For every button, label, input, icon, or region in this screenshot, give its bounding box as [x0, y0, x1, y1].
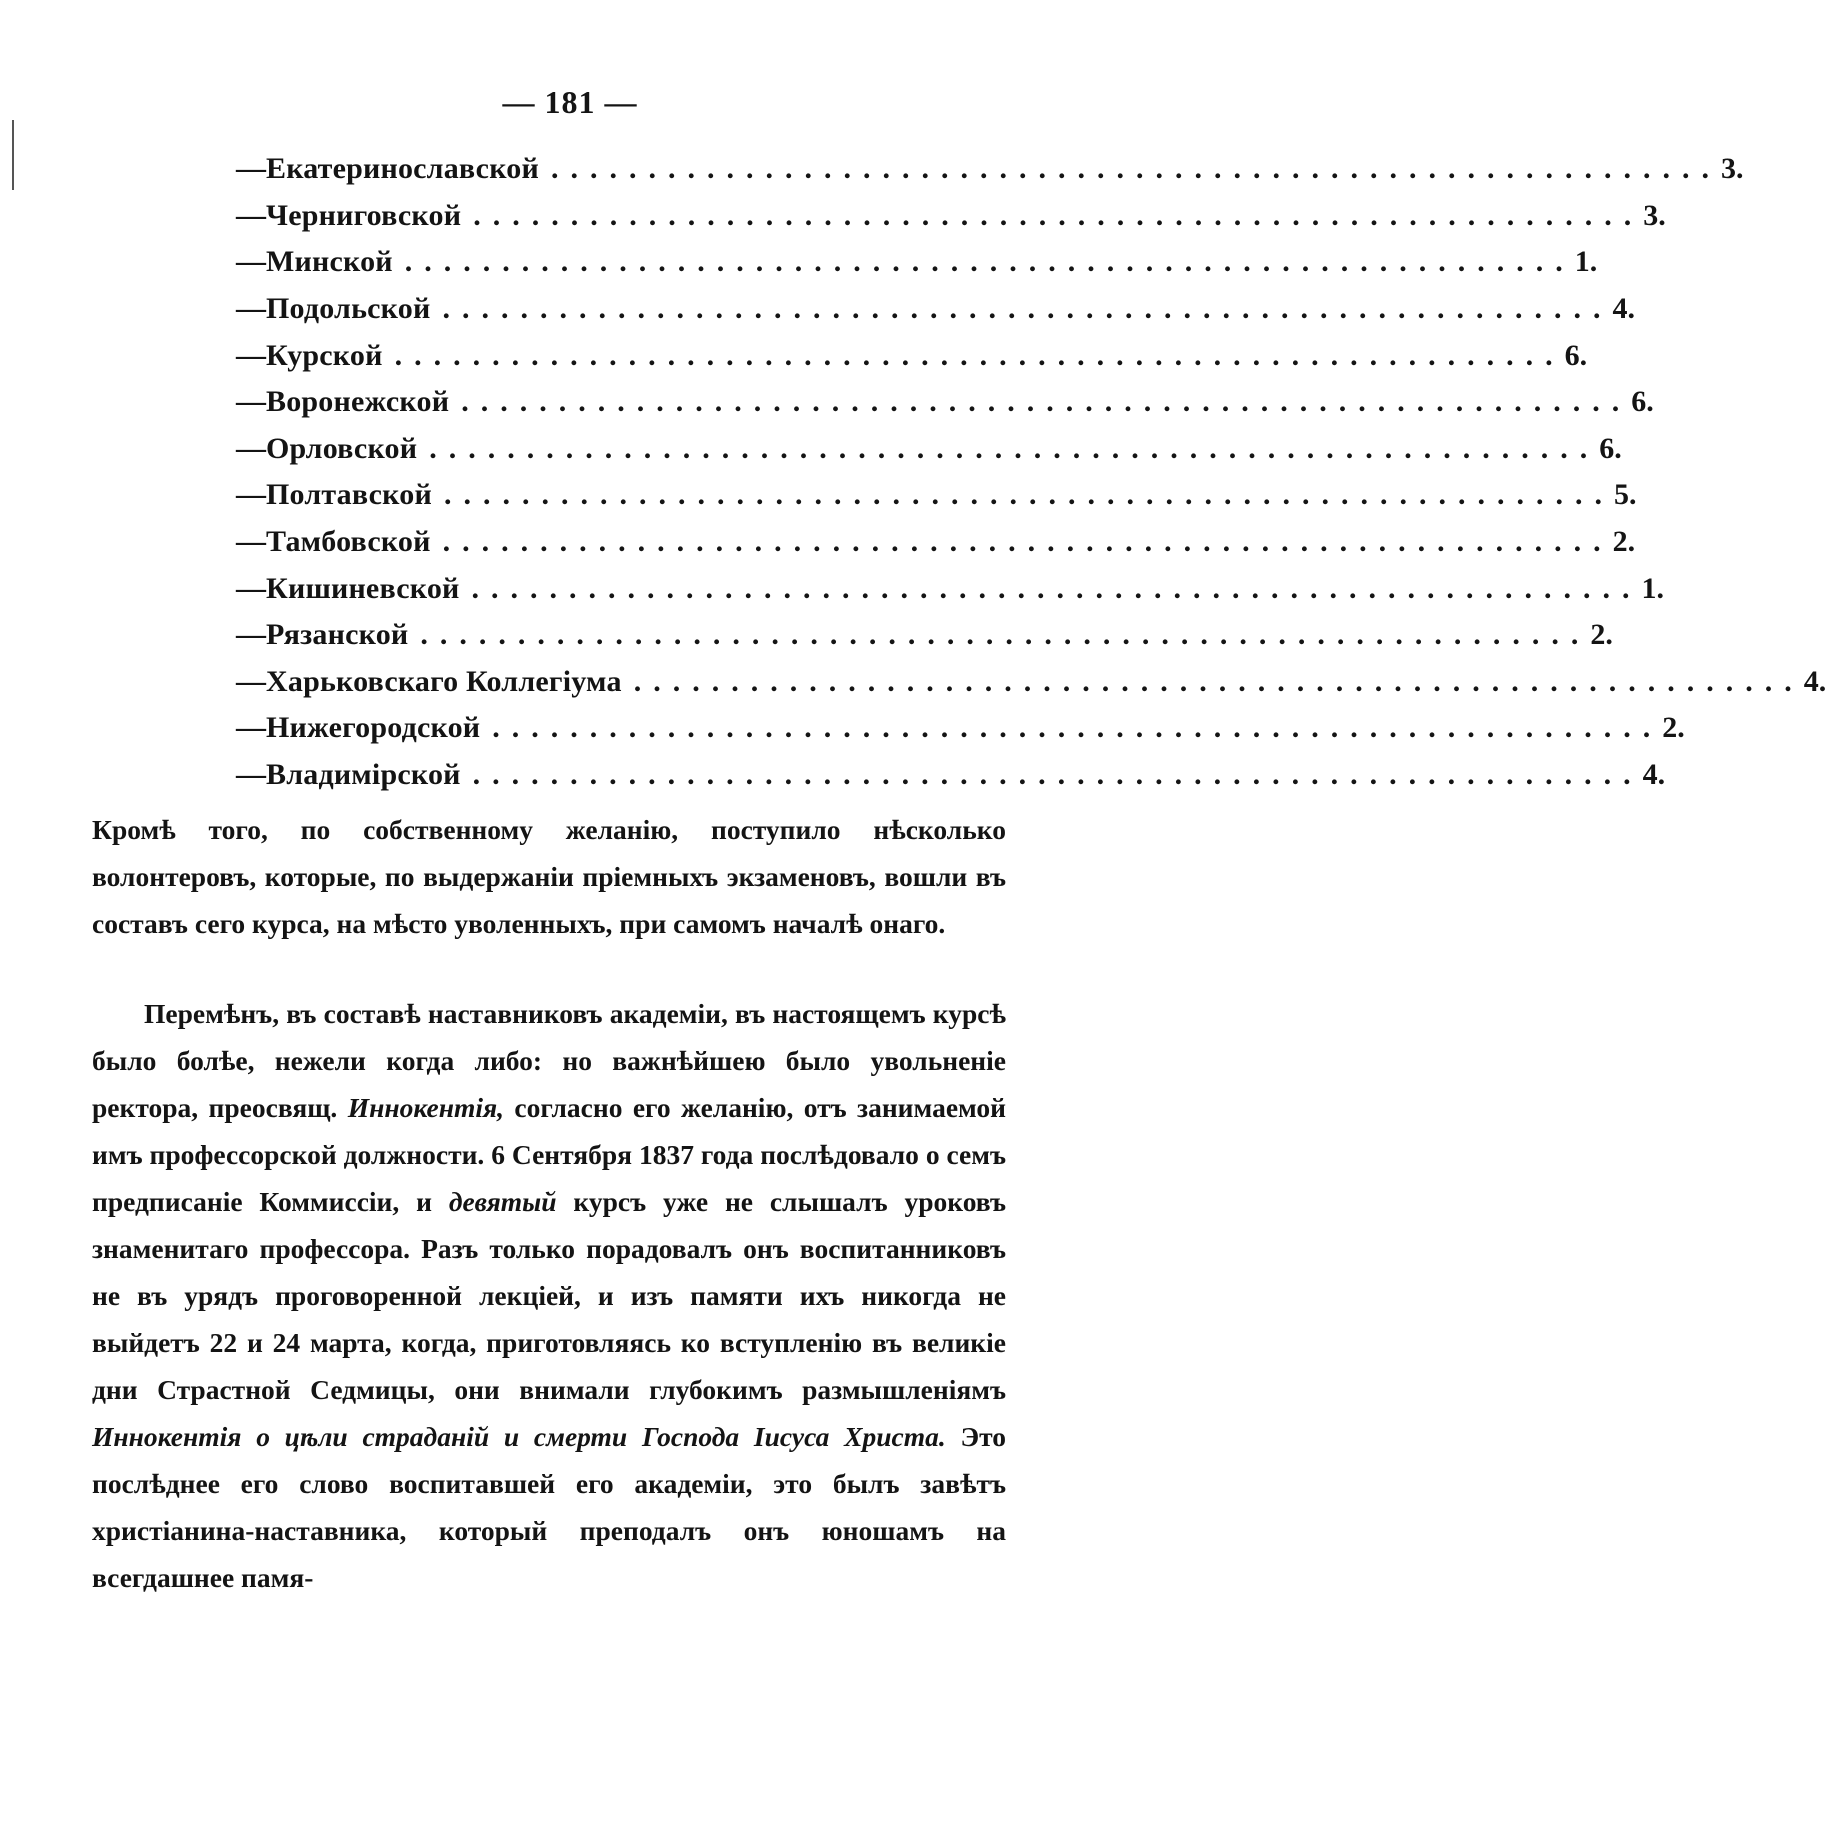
list-item-name: Черниговской [266, 198, 462, 232]
list-item [236, 519, 1636, 566]
list-item [236, 193, 1666, 240]
seminary-list [236, 146, 1826, 798]
dot-leader: ............................................................ [472, 758, 1643, 792]
paragraph-text: согласно его желанію, отъ занимаемой имъ профессорской должности. 6 Сентября 1837 года послѣдовало о семъ предписаніе Коммиссіи, и [92, 1092, 1006, 1217]
dot-leader: ............................................................ [633, 664, 1804, 698]
list-item-count: 6. [1599, 431, 1622, 465]
dot-leader: ............................................................ [473, 198, 1644, 232]
list-dash: — [236, 478, 266, 512]
paragraph-text: Перемѣнъ, въ составѣ наставниковъ академіи, въ настоящемъ курсѣ было болѣе, нежели когда либо: но важнѣйшею было увольненіе ректора, преосвящ. [92, 998, 1006, 1123]
list-item [236, 705, 1685, 752]
list-dash: — [236, 152, 266, 186]
list-item-count: 2. [1662, 711, 1685, 745]
paragraph-rector-changes [92, 990, 1006, 1601]
list-item-name: Воронежской [266, 385, 450, 419]
dot-leader: ............................................................ [443, 478, 1614, 512]
dot-leader: ............................................................ [492, 711, 1663, 745]
list-dash: — [236, 431, 266, 465]
list-item-count: 4. [1612, 292, 1635, 326]
list-dash: — [236, 338, 266, 372]
list-item-count: 6. [1564, 338, 1588, 372]
dot-leader: ............................................................ [461, 385, 1632, 419]
list-item-name: Подольской [266, 292, 431, 326]
list-item-name: Орловской [266, 431, 418, 465]
dot-leader: ............................................................ [404, 245, 1575, 279]
page-edge-mark [12, 120, 14, 190]
list-dash: — [236, 525, 266, 559]
dot-leader: ............................................................ [420, 618, 1591, 652]
list-item-name: Минской [266, 245, 393, 279]
dot-leader: ............................................................ [550, 152, 1721, 186]
list-item-count: 2. [1612, 525, 1636, 559]
list-dash: — [236, 385, 266, 419]
list-item-count: 2. [1590, 618, 1613, 652]
list-dash: — [236, 571, 266, 605]
list-item [236, 752, 1666, 799]
list-dash: — [236, 711, 266, 745]
list-item-name: Харьковскаго Коллегіума [266, 664, 622, 698]
list-item-count: 3. [1643, 198, 1666, 232]
list-dash: — [236, 758, 266, 792]
italic-lecture-title: Иннокентія о цѣли страданій и смерти Господа Іисуса Христа. [92, 1421, 946, 1452]
list-item-count: 4. [1642, 758, 1666, 792]
list-item-count: 3. [1720, 152, 1744, 186]
list-item-name: Полтавской [266, 478, 432, 512]
list-item-count: 6. [1631, 385, 1654, 419]
paragraph-volunteers: Кромѣ того, по собственному желанію, поступило нѣсколько волонтеровъ, которые, по выдержаніи пріемныхъ экзаменовъ, вошли въ составъ сего курса, на мѣсто уволенныхъ, при самомъ началѣ онаго. [92, 814, 1006, 939]
list-item-count: 5. [1613, 478, 1637, 512]
italic-ninth: девятый [448, 1186, 557, 1217]
list-item-count: 1. [1574, 245, 1598, 279]
dot-leader: ............................................................ [442, 525, 1613, 559]
list-dash: — [236, 618, 266, 652]
italic-name-innokentiy: Иннокентія, [347, 1092, 505, 1123]
list-item-count: 4. [1803, 664, 1826, 698]
dot-leader: ............................................................ [429, 431, 1600, 465]
list-item-name: Рязанской [266, 618, 409, 652]
paragraph-text: Это послѣднее его слово воспитавшей его академіи, это былъ завѣтъ христіанина-наставника, который преподалъ онъ юношамъ на всегдашнее памя- [92, 1421, 1006, 1593]
list-dash: — [236, 664, 266, 698]
page-number: — 181 — [502, 84, 638, 120]
list-item [236, 565, 1665, 612]
dot-leader: ............................................................ [394, 338, 1565, 372]
list-item [236, 146, 1744, 193]
list-dash: — [236, 198, 266, 232]
list-dash: — [236, 245, 266, 279]
list-item [236, 379, 1654, 426]
list-item-name: Екатеринославской [266, 152, 539, 186]
list-item [236, 612, 1613, 659]
list-item [236, 472, 1637, 519]
list-item-name: Кишиневской [266, 571, 460, 605]
dot-leader: ............................................................ [471, 571, 1642, 605]
list-item [236, 426, 1622, 473]
list-item-name: Нижегородской [266, 711, 481, 745]
list-item-count: 1. [1641, 571, 1665, 605]
list-item-name: Тамбовской [266, 525, 431, 559]
dot-leader: ............................................................ [442, 292, 1613, 326]
list-item [236, 239, 1598, 286]
paragraph-text: курсъ уже не слышалъ уроковъ знаменитаго профессора. Разъ только порадовалъ онъ воспитанниковъ не въ урядъ проговоренной лекціей, и изъ памяти ихъ никогда не выйдетъ 22 и 24 марта, когда, приготовляясь ко вступленію въ великіе дни Страстной Седмицы, они внимали глубокимъ размышленіямъ [92, 1186, 1006, 1405]
list-item [236, 659, 1826, 706]
list-item-name: Владимірской [266, 758, 461, 792]
list-item-name: Курской [266, 338, 383, 372]
list-item [236, 286, 1635, 333]
list-dash: — [236, 292, 266, 326]
list-item [236, 332, 1588, 379]
